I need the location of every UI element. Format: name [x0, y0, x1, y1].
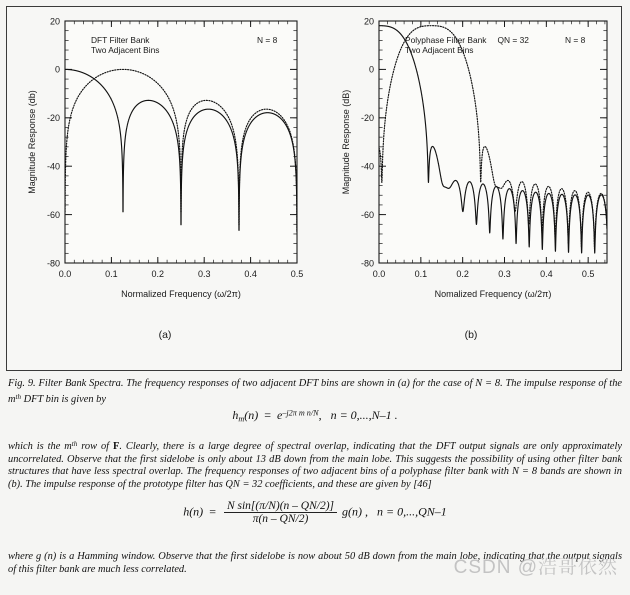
chart-panel-b	[321, 7, 621, 352]
svg-text:Two Adjacent Bins: Two Adjacent Bins	[405, 45, 474, 55]
svg-text:0.5: 0.5	[290, 269, 304, 279]
equation-1	[0, 408, 630, 423]
eq2-lhs: h(n)	[183, 504, 204, 519]
eq2-numerator: N sin[(π/N)(n – QN/2)]	[224, 500, 337, 513]
svg-text:Polyphase Filter Bank: Polyphase Filter Bank	[405, 35, 487, 45]
figure-frame	[6, 6, 622, 371]
svg-text:-80: -80	[360, 258, 374, 269]
caption-id: Fig. 9.	[8, 378, 36, 389]
p1-matrix-symbol: F	[113, 441, 120, 453]
svg-text:0.1: 0.1	[414, 269, 428, 279]
equation-2	[0, 500, 630, 525]
svg-text:0.3: 0.3	[197, 269, 211, 279]
dft-filter-bank-plot	[9, 7, 321, 327]
p1-part-a: which is the m	[8, 441, 72, 453]
eq1-base: e	[276, 408, 283, 422]
subfigure-label-b: (b)	[464, 329, 478, 341]
eq1-exponent: –j2π m n/N	[282, 408, 319, 418]
svg-text:0: 0	[54, 64, 60, 75]
svg-text:Nomalized Frequency (ω/2π): Nomalized Frequency (ω/2π)	[434, 289, 552, 299]
svg-text:DFT Filter Bank: DFT Filter Bank	[91, 35, 150, 45]
svg-text:-80: -80	[46, 258, 60, 269]
svg-text:0.2: 0.2	[151, 269, 165, 279]
eq2-fraction	[224, 500, 337, 525]
p1-part-c: . Clearly, there is a large degree of spectral overlap, indicating that the DFT output signals are only approximately uncorrelated. Observe that the first sidelobe is only about 13 dB down from the main lobe. This suggests the possibility of using other filter bank structures that have less spectral overlap. The frequency responses of two adjacent bins of a polyphase filter bank with N = 8 bands are shown in (b). The impulse response of the prototype filter has QN = 32 coefficients, and these are given by [46]	[8, 441, 622, 490]
eq1-range: n = 0,...,N–1 .	[330, 408, 398, 422]
svg-text:-60: -60	[46, 209, 60, 220]
eq1-lhs-arg: (n)	[244, 408, 259, 422]
eq1-comma: ,	[318, 408, 322, 422]
figure-caption	[8, 378, 622, 406]
caption-superscript: th	[15, 392, 22, 401]
svg-text:0.4: 0.4	[244, 269, 257, 279]
chart-panel-a	[9, 7, 321, 352]
svg-text:Magnitude Response (db): Magnitude Response (db)	[27, 90, 37, 194]
eq1-lhs: h	[232, 408, 239, 422]
p1-part-b: row of	[77, 441, 113, 453]
eq1-equals: =	[264, 408, 271, 422]
caption-body: The frequency responses of two adjacent DFT bins are shown in (a) for the case of N = 8. The impulse response of the m	[8, 378, 622, 405]
svg-text:0.2: 0.2	[456, 269, 469, 279]
svg-text:Two Adjacent Bins: Two Adjacent Bins	[91, 45, 160, 55]
subfigure-label-a: (a)	[158, 329, 172, 341]
eq2-denominator: π(n – QN/2)	[252, 513, 309, 525]
csdn-watermark: CSDN @浩哥依然	[453, 557, 618, 578]
svg-text:N = 8: N = 8	[565, 35, 586, 45]
svg-text:-40: -40	[46, 161, 60, 172]
svg-text:0.3: 0.3	[498, 269, 511, 279]
svg-text:0.5: 0.5	[581, 269, 595, 279]
eq2-range: n = 0,...,QN–1	[377, 504, 447, 519]
svg-text:0.1: 0.1	[105, 269, 118, 279]
polyphase-filter-bank-plot	[321, 7, 621, 327]
svg-text:0: 0	[368, 64, 374, 75]
svg-text:-60: -60	[360, 209, 374, 220]
caption-body-2: DFT bin is given by	[21, 393, 106, 405]
svg-text:20: 20	[363, 16, 374, 27]
svg-text:-20: -20	[360, 113, 374, 124]
svg-text:QN = 32: QN = 32	[497, 35, 529, 45]
eq2-tail: g(n) ,	[342, 504, 369, 519]
svg-text:0.0: 0.0	[58, 269, 72, 279]
body-paragraph-1	[8, 438, 622, 492]
svg-text:20: 20	[49, 16, 60, 27]
p1-superscript: th	[71, 440, 78, 448]
caption-title: Filter Bank Spectra.	[38, 378, 124, 389]
svg-text:Normalized Frequency (ω/2π): Normalized Frequency (ω/2π)	[121, 289, 241, 299]
svg-text:0.0: 0.0	[372, 269, 386, 279]
body-paragraph-2: where g (n) is a Hamming window. Observe that the first sidelobe is now about 50 dB down from the main lobe, indicating that the output signals of this filter bank are much less correlated.	[8, 551, 622, 575]
svg-text:N = 8: N = 8	[257, 35, 278, 45]
svg-text:0.4: 0.4	[540, 269, 553, 279]
svg-text:-20: -20	[46, 113, 60, 124]
eq1-lhs-subscript: m	[238, 414, 245, 424]
svg-text:-40: -40	[360, 161, 374, 172]
svg-text:Magnitude Response (dB): Magnitude Response (dB)	[341, 89, 351, 195]
eq2-equals: =	[209, 504, 216, 519]
